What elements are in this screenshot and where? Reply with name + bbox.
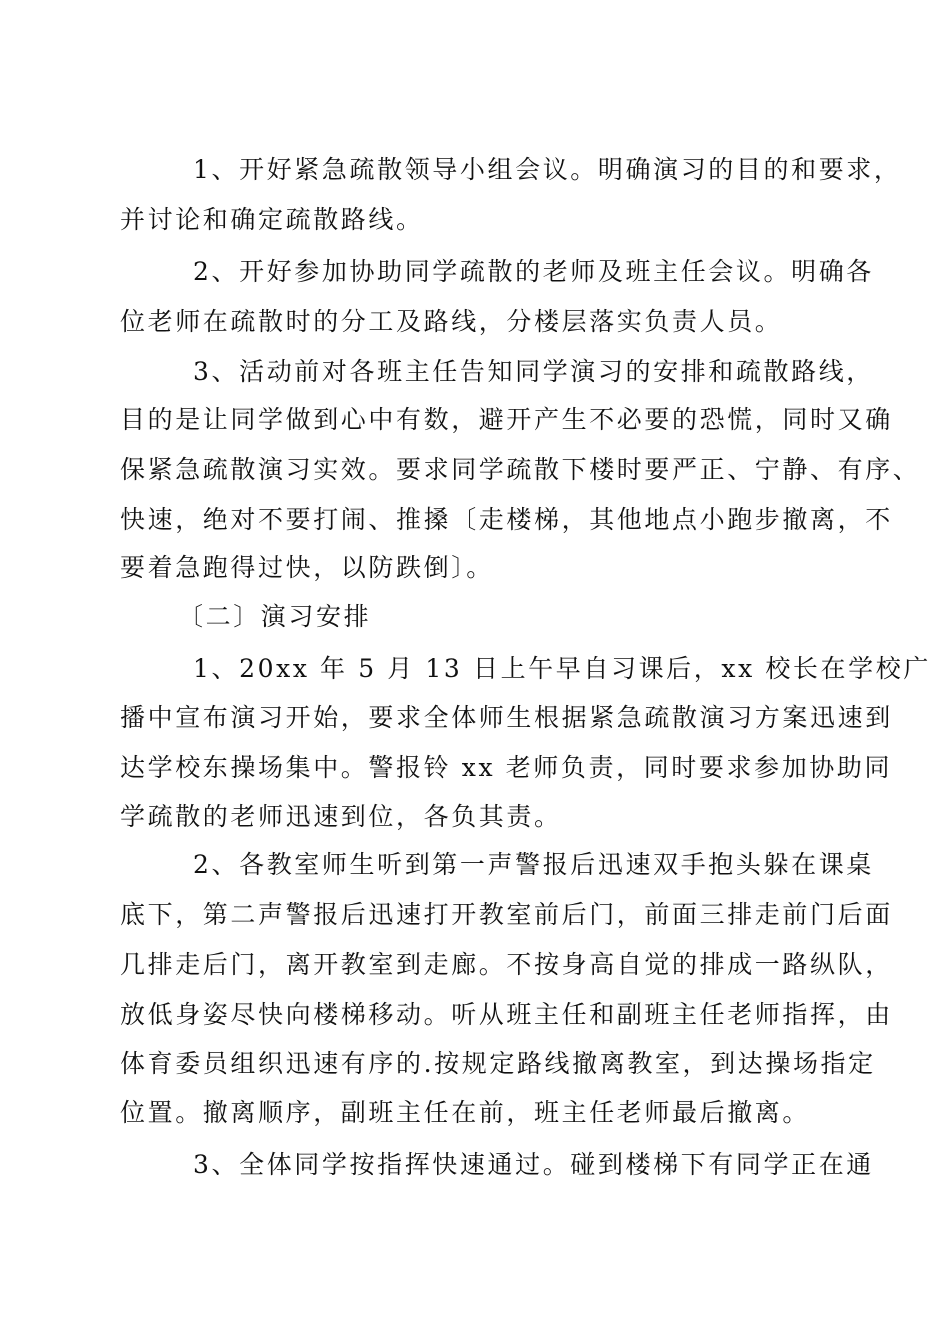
text-line: 1、开好紧急疏散领导小组会议。明确演习的目的和要求， (193, 155, 902, 184)
text-line: 放低身姿尽快向楼梯移动。听从班主任和副班主任老师指挥，由 (120, 1000, 893, 1029)
text-line: 1、20xx 年 5 月 13 日上午早自习课后，xx 校长在学校广 (193, 654, 931, 683)
text-line: 学疏散的老师迅速到位，各负其责。 (120, 802, 562, 831)
section-heading: 〔二〕演习安排 (178, 602, 372, 631)
text-line: 3、全体同学按指挥快速通过。碰到楼梯下有同学正在通 (193, 1150, 874, 1179)
text-line: 并讨论和确定疏散路线。 (120, 205, 424, 234)
text-line: 体育委员组织迅速有序的.按规定路线撤离教室，到达操场指定 (120, 1049, 876, 1078)
text-line: 2、开好参加协助同学疏散的老师及班主任会议。明确各 (193, 257, 874, 286)
text-line: 2、各教室师生听到第一声警报后迅速双手抱头躲在课桌 (193, 850, 874, 879)
text-line: 位置。撤离顺序，副班主任在前，班主任老师最后撤离。 (120, 1098, 811, 1127)
text-line: 达学校东操场集中。警报铃 xx 老师负责，同时要求参加协助同 (120, 753, 893, 782)
text-line: 3、活动前对各班主任告知同学演习的安排和疏散路线， (193, 357, 874, 386)
text-line: 快速，绝对不要打闹、推搡〔走楼梯，其他地点小跑步撤离，不 (120, 505, 893, 534)
text-line: 保紧急疏散演习实效。要求同学疏散下楼时要严正、宁静、有序、 (120, 455, 921, 484)
text-line: 几排走后门，离开教室到走廊。不按身高自觉的排成一路纵队， (120, 950, 893, 979)
text-line: 要着急跑得过快，以防跌倒〕。 (120, 553, 494, 582)
text-line: 位老师在疏散时的分工及路线，分楼层落实负责人员。 (120, 307, 783, 336)
text-line: 底下，第二声警报后迅速打开教室前后门，前面三排走前门后面 (120, 900, 893, 929)
text-line: 播中宣布演习开始，要求全体师生根据紧急疏散演习方案迅速到 (120, 703, 893, 732)
text-line: 目的是让同学做到心中有数，避开产生不必要的恐慌，同时又确 (120, 405, 893, 434)
